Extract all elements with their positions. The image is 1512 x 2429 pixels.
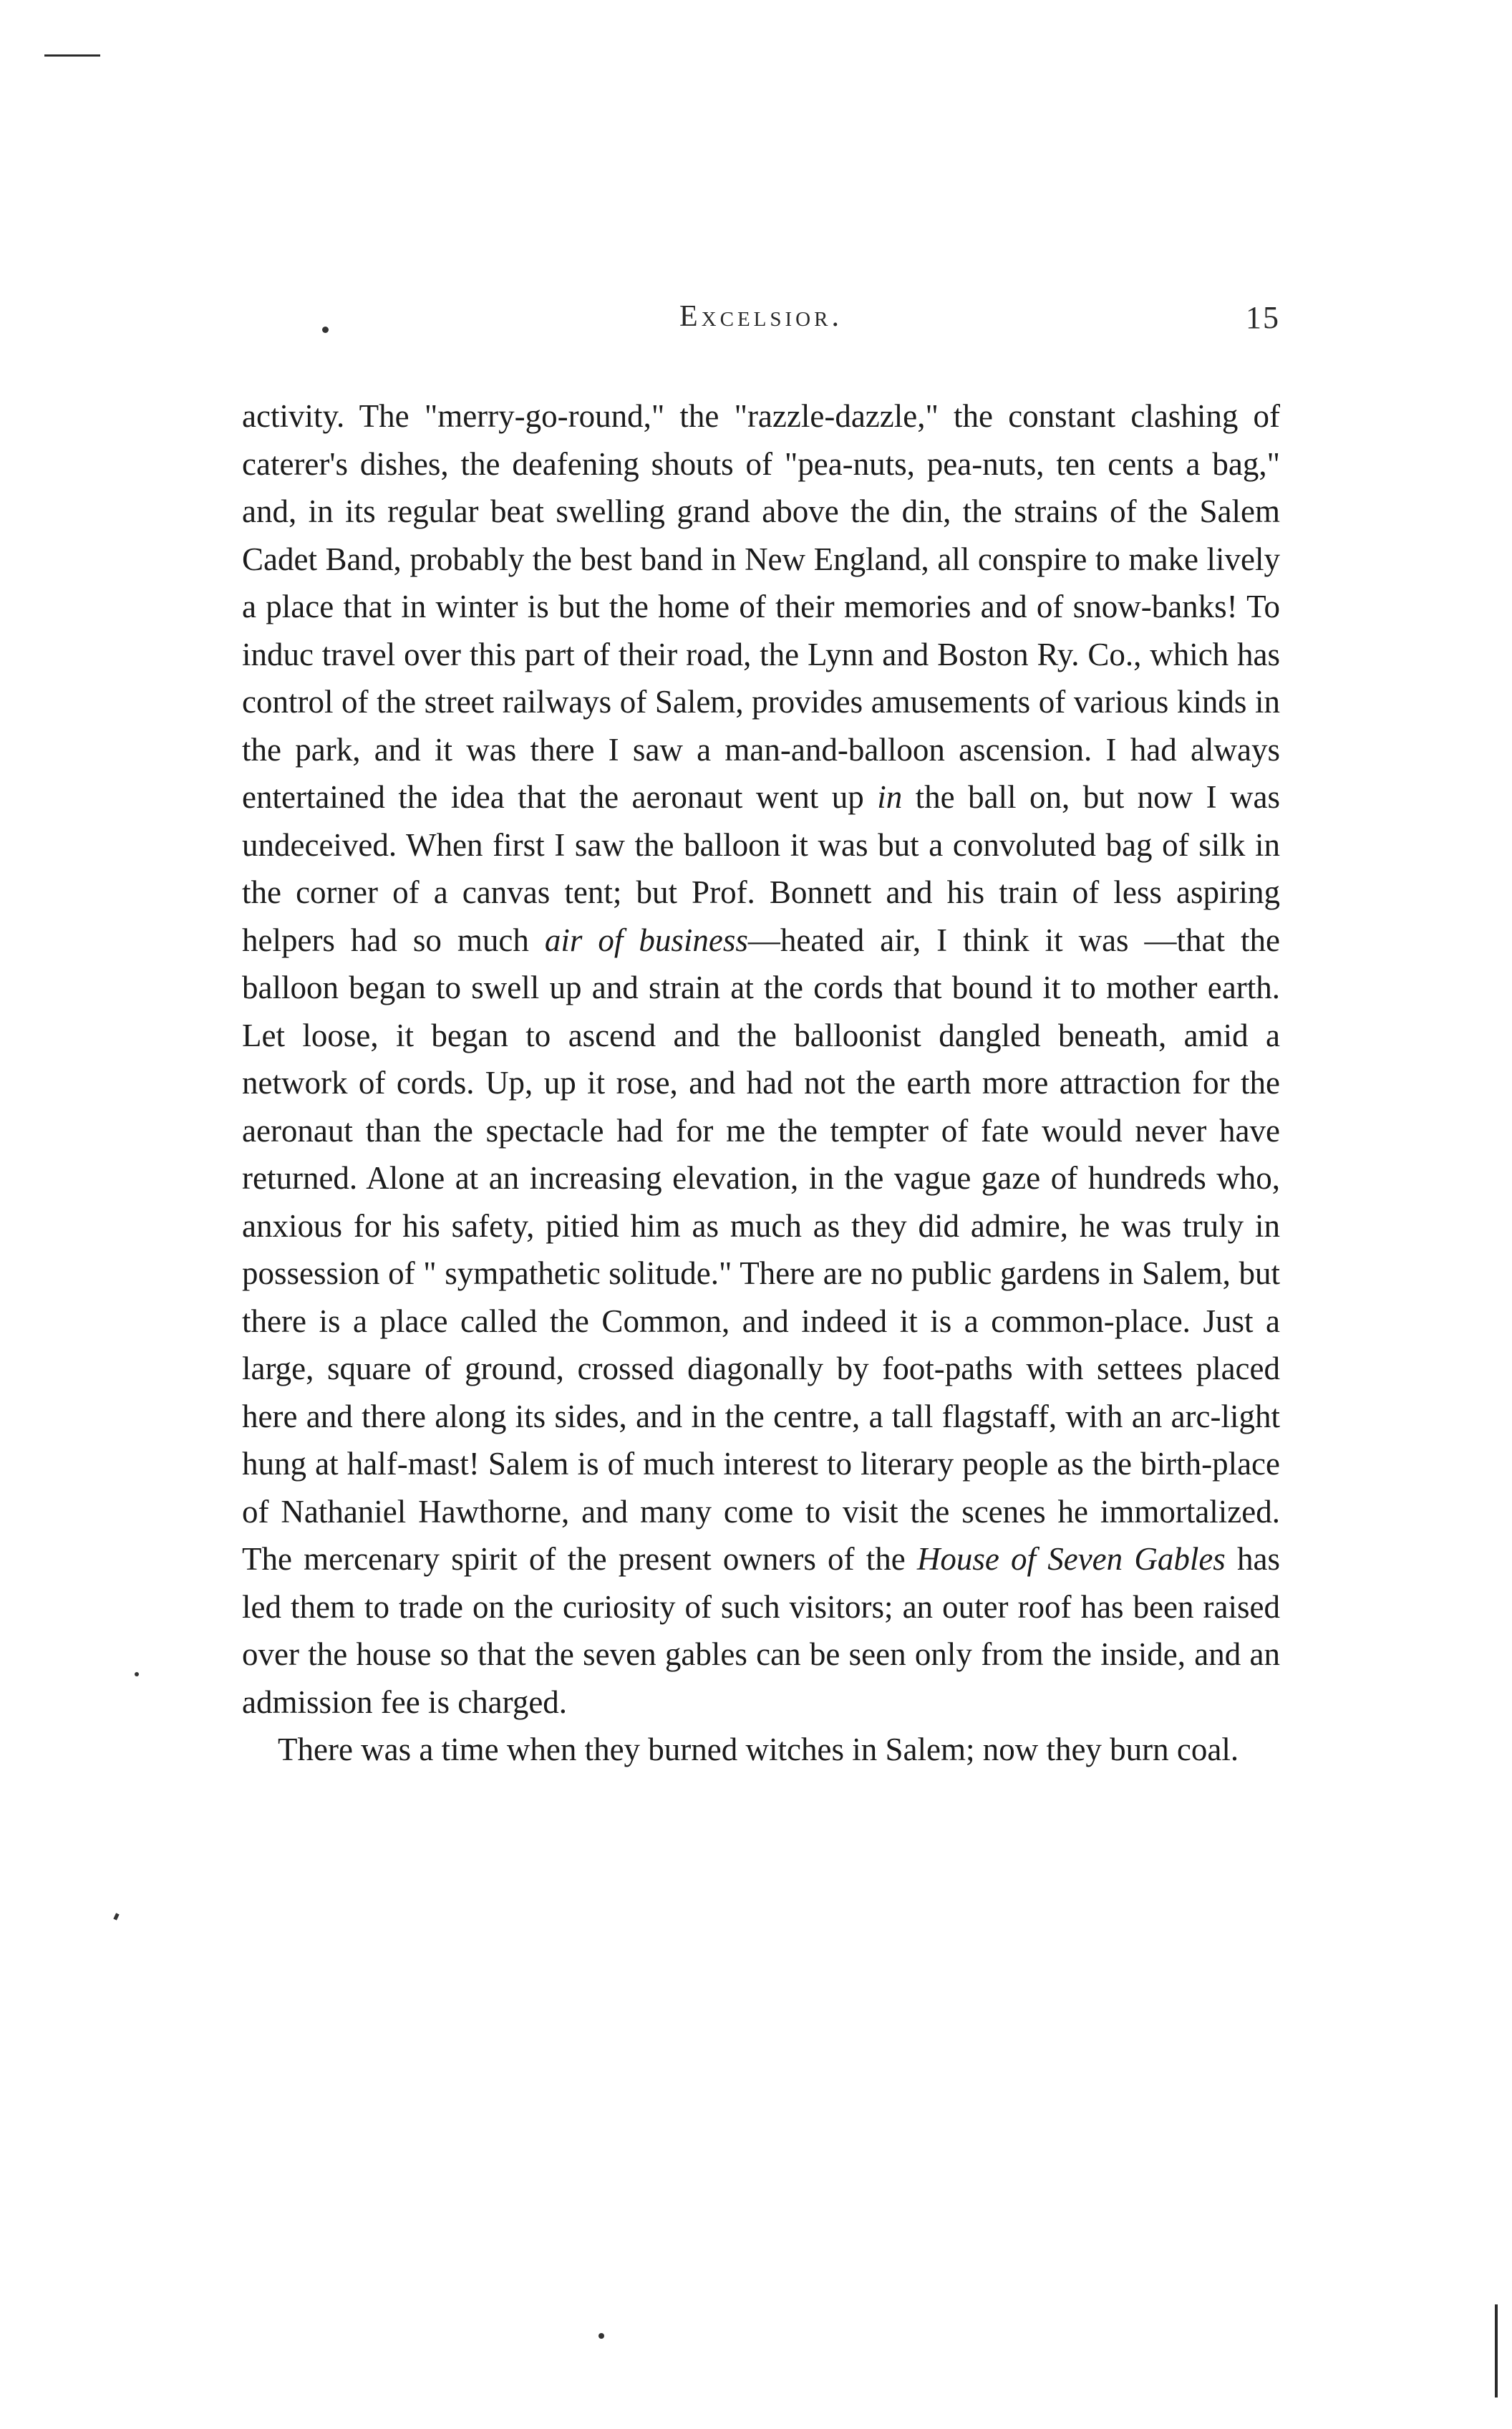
- text-run: activity. The "merry-go-round," the "razzle-dazzle," the constant clashing of caterer's dishes, the deafening shouts of "pea-nuts, pea-nuts, ten cents a bag," and, in its regular beat swelling grand above the din, the strains of the Salem Cadet Band, probably the best band in New England, all conspire to make lively a place that in winter is but the home of their memories and of snow-banks! To induc travel over this part of their road, the Lynn and Boston Ry. Co., which has control of the street railways of Salem, provides amusements of various kinds in the park, and it was there I saw a man-and-balloon ascension. I had always entertained the idea that the aeronaut went up: [242, 398, 1280, 815]
- page-header: [242, 299, 1280, 342]
- text-run: has led them to trade on the curiosity of such visitors; an outer roof has been raised over the house so that the seven gables can be seen only from the inside, and an admission fee is charged.: [242, 1541, 1280, 1720]
- top-rule: [44, 54, 100, 57]
- paragraph: There was a time when they burned witches in Salem; now they burn coal.: [278, 1732, 1239, 1767]
- emphasis-house-title: House of Seven Gables: [916, 1541, 1226, 1577]
- running-head: Excelsior.: [679, 300, 843, 333]
- margin-speck: [113, 1913, 119, 1920]
- bottom-speck: [598, 2333, 604, 2339]
- body-text: [242, 392, 1280, 1774]
- page-number: 15: [1246, 300, 1280, 335]
- margin-speck: [135, 1672, 139, 1676]
- scan-edge-mark: [1495, 2304, 1498, 2397]
- emphasis-in: in: [877, 779, 903, 815]
- text-run: the ball on, but now I was undeceived. When first I saw the balloon it was but a convoluted bag of silk in the corner of a canvas tent; but Prof. Bonnett and his train of less aspiring helpers had so much: [242, 779, 1280, 958]
- emphasis-air-of-business: air of business: [544, 922, 748, 958]
- text-run: —heated air, I think it was —that the balloon began to swell up and strain at the cords that bound it to mother earth. Let loose, it began to ascend and the balloonist dangled beneath, amid a network of cords. Up, up it rose, and had not the earth more attraction for the aeronaut than the spectacle had for me the tempter of fate would never have returned. Alone at an increasing elevation, in the vague gaze of hundreds who, anxious for his safety, pitied him as much as they did admire, he was truly in possession of " sympathetic solitude." There are no public gardens in Salem, but there is a place called the Common, and indeed it is a common-place. Just a large, square of ground, crossed diagonally by foot-paths with settees placed here and there along its sides, and in the centre, a tall flagstaff, with an arc-light hung at half-mast! Salem is of much interest to literary people as the birth-place of Nathaniel Hawthorne, and many come to visit the scenes he immortalized. The mercenary spirit of the present owners of the: [242, 922, 1280, 1577]
- paragraph: [242, 392, 1280, 1726]
